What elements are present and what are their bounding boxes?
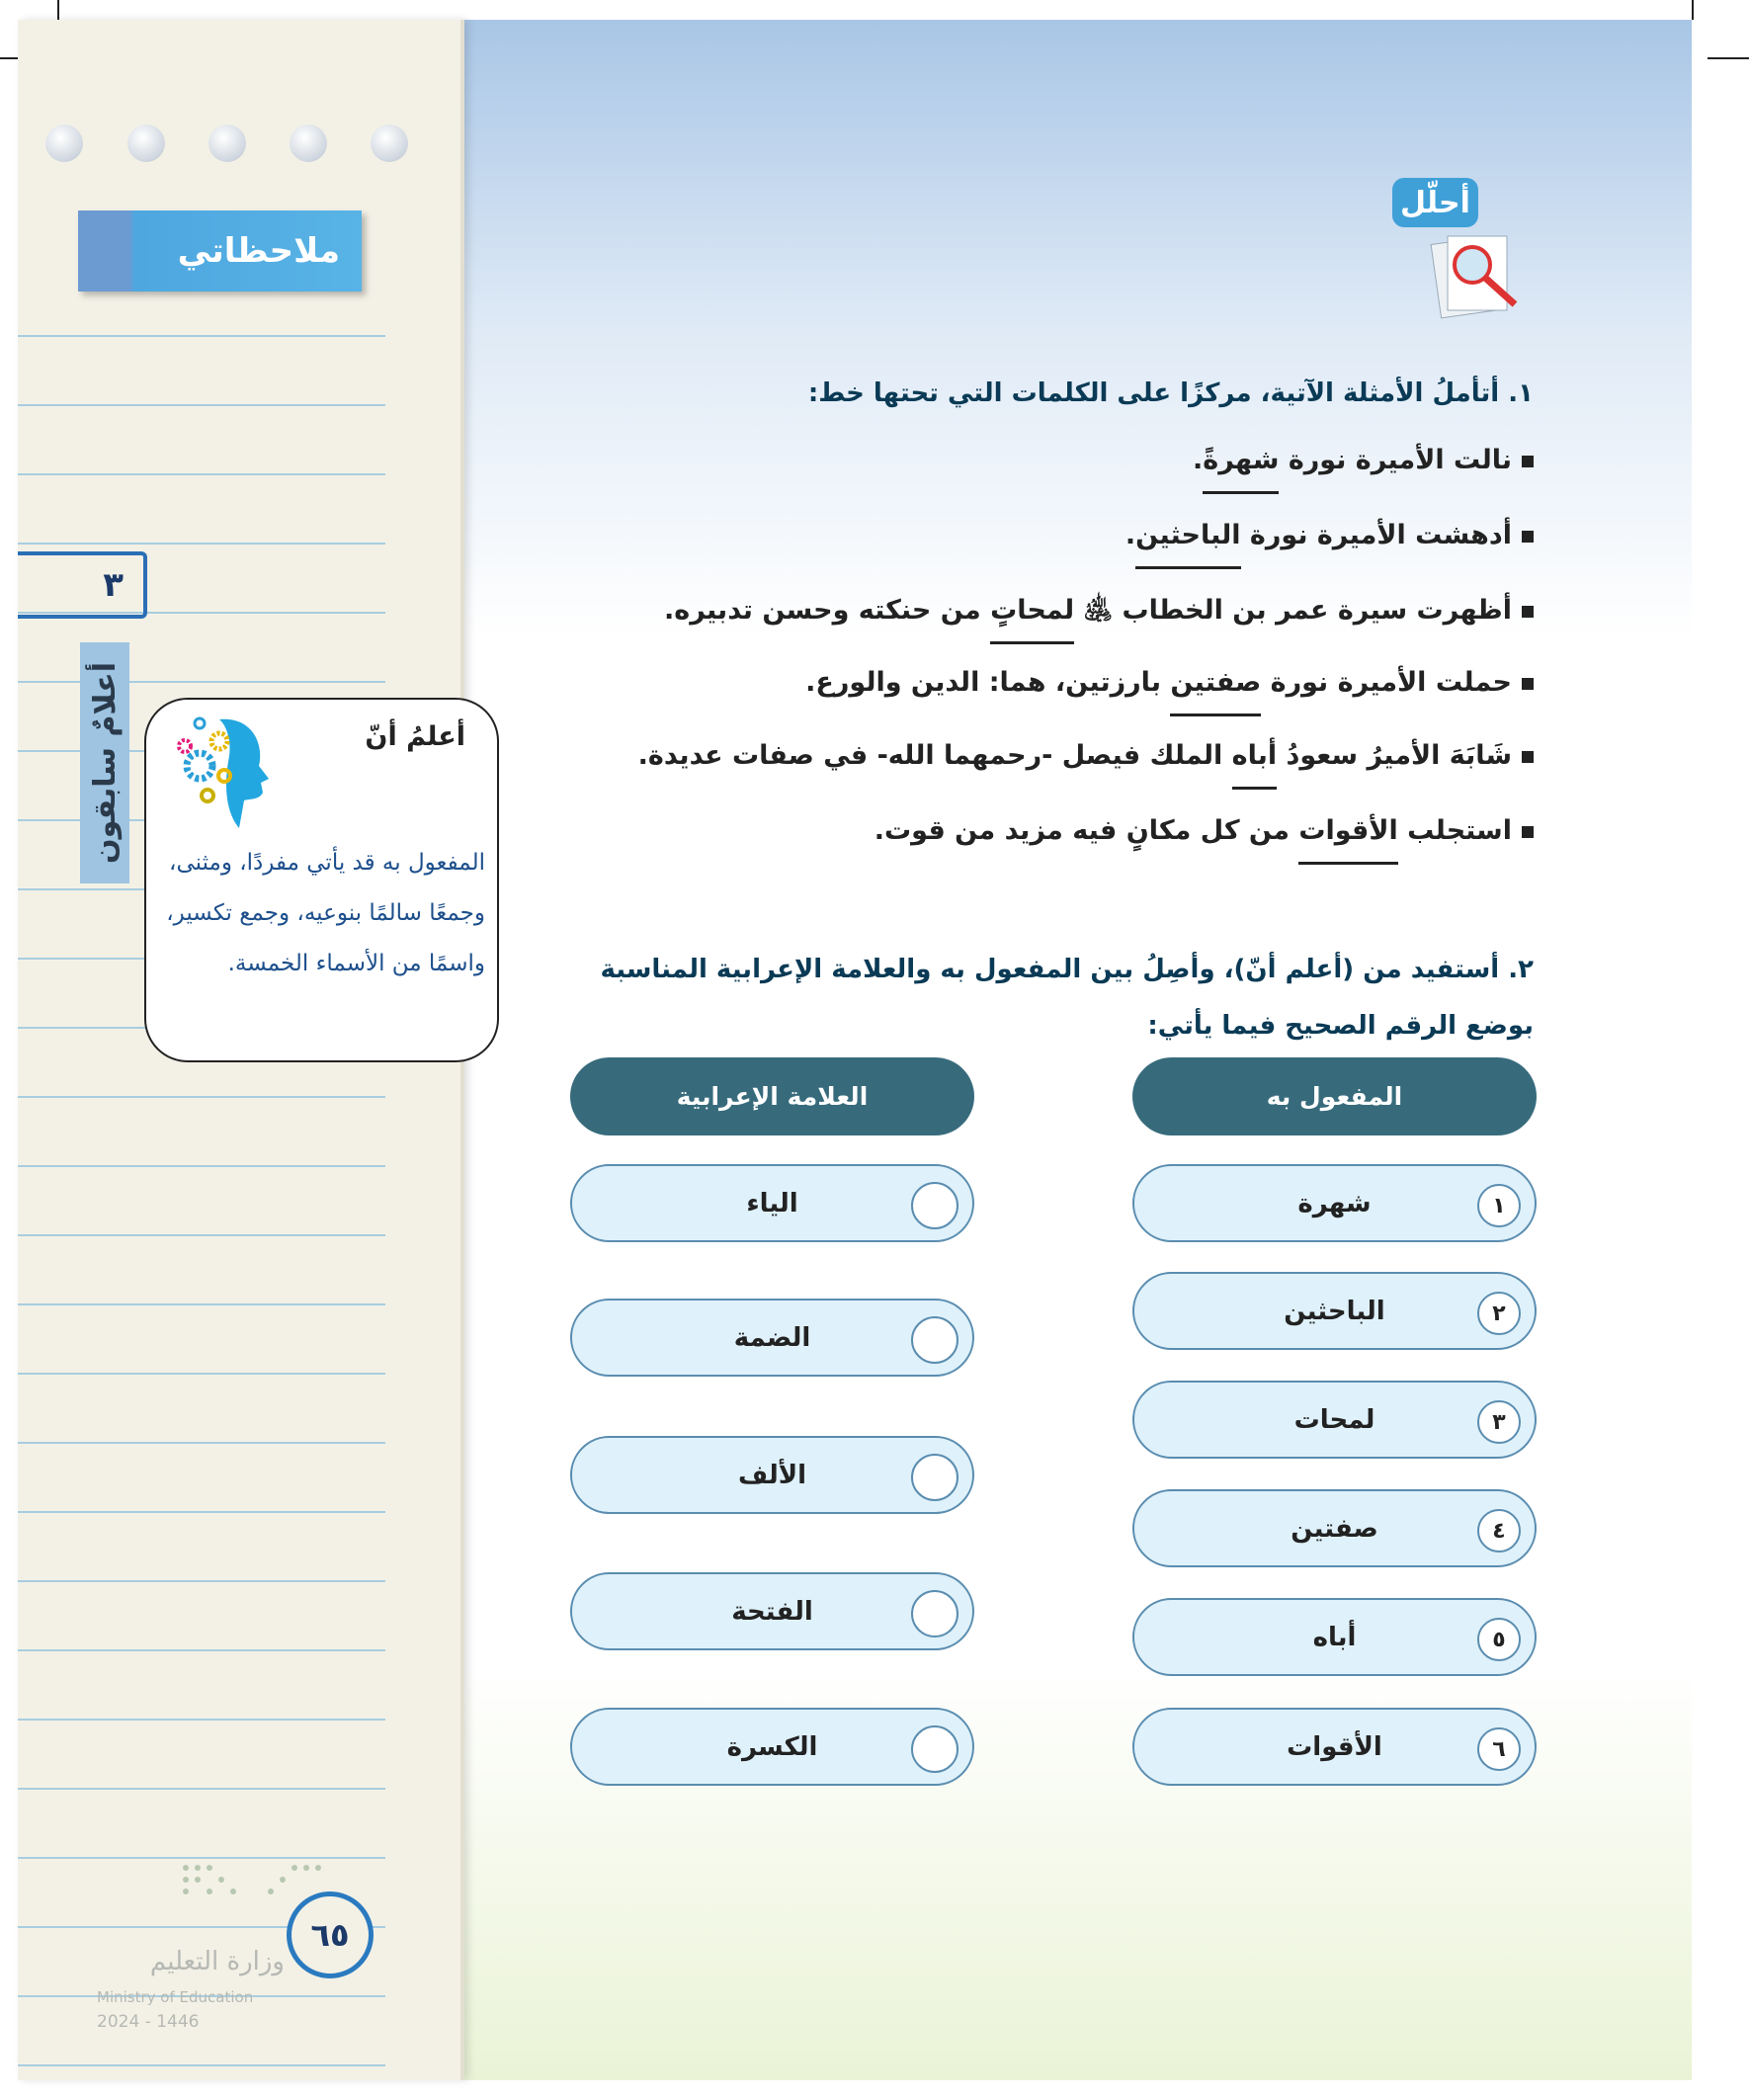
ruled-line (18, 1580, 385, 1582)
sentence-after: . (1124, 520, 1136, 550)
ruled-line (18, 473, 385, 475)
crop-mark (57, 0, 59, 20)
bullet-icon (1522, 531, 1534, 543)
object-word: لمحات (1293, 1404, 1375, 1435)
binder-hole (371, 125, 408, 162)
marker-word: الكسرة (726, 1731, 818, 1762)
crop-mark (1707, 57, 1749, 59)
example-sentence (874, 815, 1534, 846)
item-number: ٤ (1477, 1509, 1521, 1553)
sentence-after: من حنكته وحسن تدبيره. (664, 595, 991, 626)
analyze-badge: أحلّل (1392, 178, 1478, 227)
marker-item (570, 1164, 974, 1242)
marker-item (570, 1708, 974, 1786)
q2-heading-line1: ٢. أستفيد من (أعلم أنّ)، وأصِلُ بين المفعول به والعلامة الإعرابية المناسبة (600, 955, 1534, 984)
chapter-tag (80, 642, 129, 883)
object-item (1132, 1164, 1537, 1242)
sentence-after: . (1193, 445, 1204, 475)
page-number: ٦٥ (287, 1891, 374, 1978)
marker-word: الألف (738, 1460, 806, 1490)
notes-banner: ملاحظاتي (78, 210, 362, 292)
underlined-word: شهرةً (1203, 445, 1279, 494)
magnifier-document-icon (1428, 230, 1527, 324)
ruled-line (18, 1303, 385, 1305)
item-number: ٦ (1477, 1727, 1521, 1771)
object-word: شهرة (1297, 1188, 1372, 1218)
example-sentence (1125, 520, 1534, 550)
object-item (1132, 1598, 1537, 1676)
chapter-title: أعلامٌ سابقون (87, 661, 123, 865)
ruled-line (18, 681, 385, 683)
underlined-word: الأقوات (1298, 815, 1397, 865)
bullet-icon (1522, 456, 1534, 467)
object-word: أباه (1312, 1622, 1357, 1652)
answer-input-circle[interactable] (911, 1182, 958, 1229)
answer-input-circle[interactable] (911, 1454, 958, 1501)
item-number: ٥ (1477, 1618, 1521, 1661)
marker-column-header: العلامة الإعرابية (570, 1057, 974, 1135)
sentence-before: شَابَهَ الأميرُ سعودُ (1277, 740, 1512, 771)
ruled-line (18, 1719, 385, 1721)
marker-item (570, 1299, 974, 1377)
binder-hole (290, 125, 327, 162)
ruled-line (18, 1165, 385, 1167)
object-item (1132, 1381, 1537, 1459)
ruled-line (18, 1788, 385, 1790)
example-sentence (638, 740, 1534, 771)
ruled-line (18, 1373, 385, 1375)
sentence-before: أدهشت الأميرة نورة (1240, 520, 1512, 550)
sentence-after: من كل مكانٍ فيه مزيد من قوت. (874, 815, 1299, 846)
sentence-before: استجلب (1397, 815, 1512, 846)
chapter-number: ٣ (18, 551, 147, 619)
bullet-icon (1522, 826, 1534, 838)
main-content (464, 20, 1692, 2080)
q1-heading: ١. أتأملُ الأمثلة الآتية، مركزًا على الكلمات التي تحتها خط: (807, 378, 1534, 408)
binder-hole (45, 125, 83, 162)
ruled-line (18, 1234, 385, 1236)
sentence-after: بارزتين، هما: الدين والورع. (805, 667, 1171, 698)
notes-sidebar (18, 20, 485, 2080)
item-number: ٢ (1477, 1292, 1521, 1335)
bullet-icon (1522, 678, 1534, 690)
answer-input-circle[interactable] (911, 1316, 958, 1364)
ruled-line (18, 543, 385, 545)
sentence-before: نالت الأميرة نورة (1279, 445, 1512, 475)
binder-hole (127, 125, 165, 162)
example-sentence (664, 593, 1534, 632)
underlined-word: صفتين (1170, 667, 1261, 716)
binder-hole (208, 125, 246, 162)
answer-input-circle[interactable] (911, 1590, 958, 1638)
marker-word: الياء (746, 1188, 798, 1218)
underlined-word: الباحثين (1135, 520, 1240, 569)
info-text: المفعول به قد يأتي مفردًا، ومثنى، وجمعًا سالمًا بنوعيه، وجمع تكسير، واسمًا من الأسماء الخمسة. (166, 850, 485, 976)
ministry-name-ar: وزارة التعليم (149, 1947, 285, 1976)
item-number: ٣ (1477, 1400, 1521, 1444)
bullet-icon (1522, 606, 1534, 618)
underlined-word: أباه (1232, 740, 1277, 790)
object-item (1132, 1708, 1537, 1786)
sentence-before: حملت الأميرة نورة (1261, 667, 1512, 698)
q2-heading-line2: بوضع الرقم الصحيح فيما يأتي: (1147, 1011, 1534, 1041)
object-word: الأقوات (1287, 1731, 1382, 1762)
crop-mark (1692, 0, 1694, 20)
ruled-line (18, 1511, 385, 1513)
ruled-line (18, 404, 385, 406)
sentence-before: أظهرت سيرة عمر بن الخطاب ﵁ (1074, 595, 1512, 626)
marker-word: الفتحة (731, 1596, 813, 1627)
ruled-line (18, 1649, 385, 1651)
ruled-line (18, 335, 385, 337)
object-word: الباحثين (1284, 1296, 1385, 1326)
underlined-word: لمحاتٍ (990, 595, 1074, 644)
head-gears-icon (170, 712, 279, 830)
ruled-line (18, 1096, 385, 1098)
example-sentence (1193, 445, 1534, 475)
object-word: صفتين (1291, 1513, 1378, 1544)
marker-word: الضمة (733, 1322, 811, 1353)
object-column-header: المفعول به (1132, 1057, 1537, 1135)
answer-input-circle[interactable] (911, 1725, 958, 1773)
ruled-line (18, 1442, 385, 1444)
info-box (144, 698, 499, 1062)
sentence-after: الملك فيصل -رحمهما الله- في صفات عديدة. (637, 740, 1232, 771)
bullet-icon (1522, 751, 1534, 763)
year: 2024 - 1446 (97, 2012, 200, 2032)
ruled-line (18, 2064, 385, 2066)
example-sentence (805, 667, 1534, 698)
marker-item (570, 1436, 974, 1514)
info-title: أعلمُ أنّ (365, 721, 465, 752)
ministry-name-en: Ministry of Education (97, 1988, 254, 2006)
object-item (1132, 1272, 1537, 1350)
object-item (1132, 1489, 1537, 1567)
marker-item (570, 1572, 974, 1650)
item-number: ١ (1477, 1184, 1521, 1227)
